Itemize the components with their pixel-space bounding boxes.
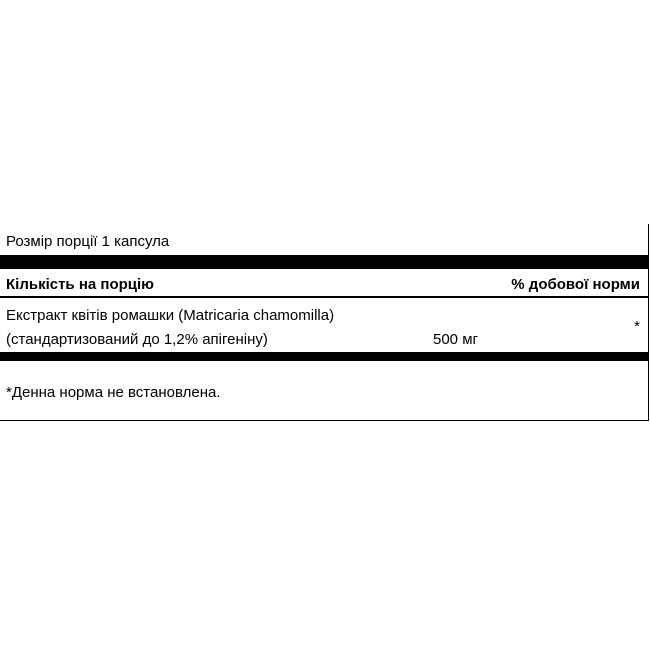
serving-size-text: Розмір порції 1 капсула	[6, 233, 170, 250]
ingredient-amount: 500 мг	[433, 331, 478, 348]
supplement-facts-panel	[0, 224, 649, 421]
ingredient-daily-value: *	[634, 318, 640, 335]
amount-per-serving-header: Кількість на порцію	[6, 276, 154, 293]
daily-value-header: % добової норми	[511, 276, 640, 293]
column-header-divider	[0, 296, 649, 298]
footer-divider-bar	[0, 352, 649, 361]
footnote-text: *Денна норма не встановлена.	[6, 384, 221, 401]
ingredient-name-line1: Екстракт квітів ромашки (Matricaria chamomilla)	[6, 307, 335, 324]
ingredient-name-line2: (стандартизований до 1,2% апігеніну)	[6, 331, 268, 348]
header-divider-bar	[0, 255, 649, 269]
